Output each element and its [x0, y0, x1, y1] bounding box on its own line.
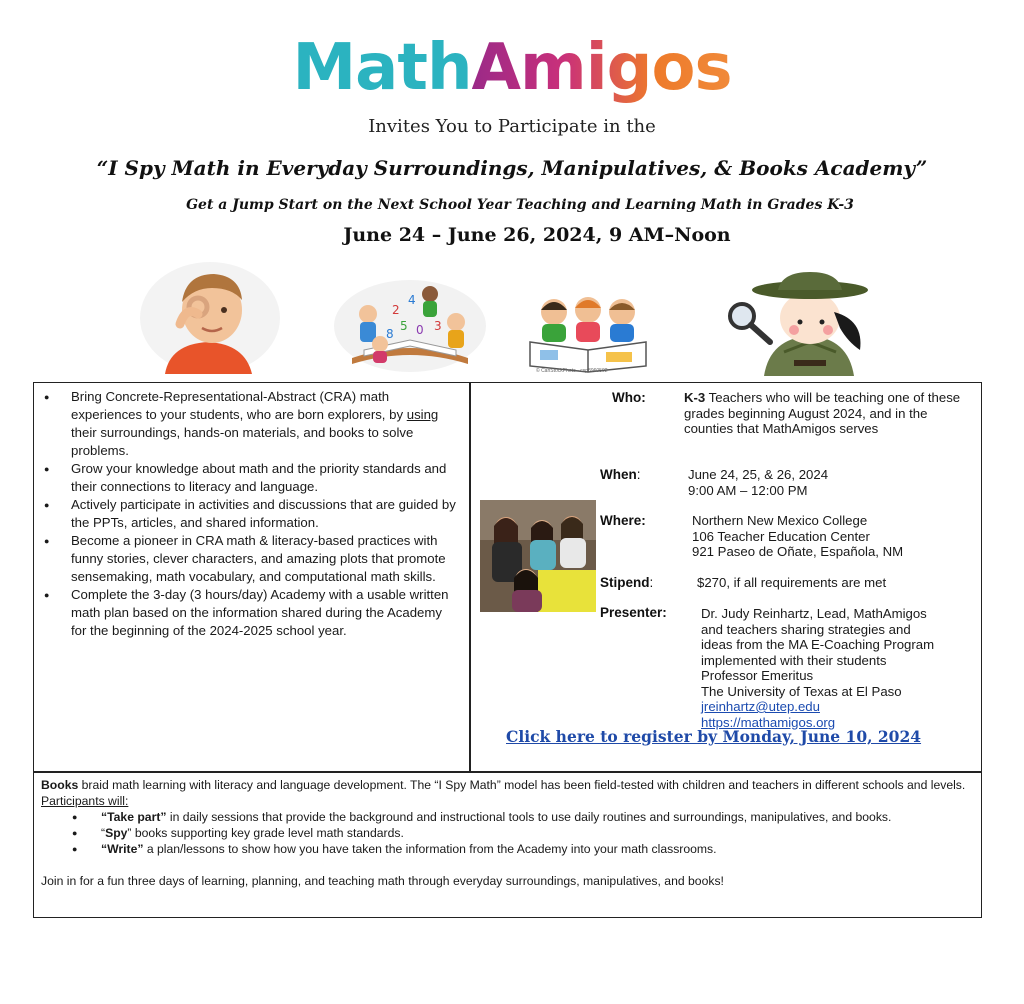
when-value [688, 467, 968, 498]
who-label: Who: [612, 390, 646, 405]
child-peeking-image [140, 262, 280, 374]
column-divider [469, 382, 471, 772]
svg-text:8: 8 [386, 327, 394, 341]
presenter-value: Dr. Judy Reinhartz, Lead, MathAmigos and teachers sharing strategies and ideas from the MA E-Coaching Program implemented with their students Professor Emeritus The University of Texas at El Paso jreinhartz@utep.edu https://mathamigos.org [701, 606, 935, 730]
list-item: ● “Write” a plan/lessons to show how you have taken the information from the Academy into your math classrooms. [41, 841, 971, 857]
where-label: Where: [600, 513, 646, 528]
list-item: ● Actively participate in activities and discussions that are guided by the PPTs, articles, and shared information. [40, 496, 460, 532]
image-caption: © CanStockPhoto · csp8960502 [536, 368, 608, 374]
academy-dates: June 24 – June 26, 2024, 9 AM–Noon [343, 224, 731, 246]
when-label: When: [600, 467, 641, 482]
invites-line: Invites You to Participate in the [368, 116, 656, 137]
list-item: ● Complete the 3-day (3 hours/day) Academy with a usable written math plan based on the information shared during the Academy for the beginning of the 2024-2025 school year. [40, 586, 460, 640]
website-link[interactable]: https://mathamigos.org [701, 714, 836, 730]
participants-heading: Participants will: [41, 794, 129, 808]
list-item: ● Become a pioneer in CRA math & literacy-based practices with funny stories, clever characters, and amazing plots that promote sensemaking, math vocabulary, and computational math skills. [40, 532, 460, 586]
svg-text:3: 3 [434, 319, 442, 333]
email-link[interactable]: jreinhartz@utep.edu [701, 699, 820, 714]
list-item: ● Bring Concrete-Representational-Abstract (CRA) math experiences to your students, who are born explorers, by using their surroundings, hands-on materials, and books to solve problems. [40, 388, 460, 460]
presenter-label: Presenter: [600, 605, 667, 620]
kids-reading-book-image [526, 292, 650, 376]
mathamigos-logo [0, 28, 1024, 108]
svg-text:0: 0 [416, 323, 424, 337]
logo-amigos: Amigos [471, 31, 732, 105]
list-item: ● “Spy” books supporting key grade level math standards. [41, 825, 971, 841]
underlined-word: using [406, 407, 439, 422]
list-item: ● Grow your knowledge about math and the priority standards and their connections to literacy and language. [40, 460, 460, 496]
list-item: ● “Take part” in daily sessions that provide the background and instructional tools to use daily routines and surroundings, manipulatives, and books. [41, 809, 971, 825]
benefits-list [40, 388, 460, 640]
logo-math: Math [292, 31, 472, 105]
who-value: K-3 Teachers who will be teaching one of these grades beginning August 2024, and in the counties that MathAmigos serves [684, 390, 961, 436]
closing-line: Join in for a fun three days of learning, planning, and teaching math through everyday surroundings, manipulatives, and books! [41, 874, 724, 888]
bottom-section [41, 777, 971, 889]
when-time: 9:00 AM – 12:00 PM [688, 482, 808, 498]
participants-list [41, 809, 971, 857]
teachers-photo [480, 500, 596, 612]
svg-text:4: 4 [408, 293, 416, 307]
academy-title: “I Spy Math in Everyday Surroundings, Manipulatives, & Books Academy” [96, 156, 928, 180]
detective-girl-image [724, 272, 882, 376]
when-dates: June 24, 25, & 26, 2024 [688, 467, 829, 482]
svg-text:2: 2 [392, 303, 400, 317]
svg-text:5: 5 [400, 319, 408, 333]
where-value: Northern New Mexico College 106 Teacher Education Center 921 Paseo de Oñate, Española, NM [692, 513, 904, 559]
kids-with-numbers-image [334, 280, 486, 372]
register-link[interactable]: Click here to register by Monday, June 10, 2024 [506, 727, 922, 746]
stipend-label: Stipend: [600, 575, 654, 590]
section-divider [33, 771, 982, 773]
academy-subtitle: Get a Jump Start on the Next School Year Teaching and Learning Math in Grades K-3 [186, 197, 854, 213]
books-intro: Books braid math learning with literacy and language development. The “I Spy Math” model has been field-tested with children and teachers in different schools and levels. Participants will: [41, 778, 966, 808]
stipend-value: $270, if all requirements are met [697, 575, 887, 590]
